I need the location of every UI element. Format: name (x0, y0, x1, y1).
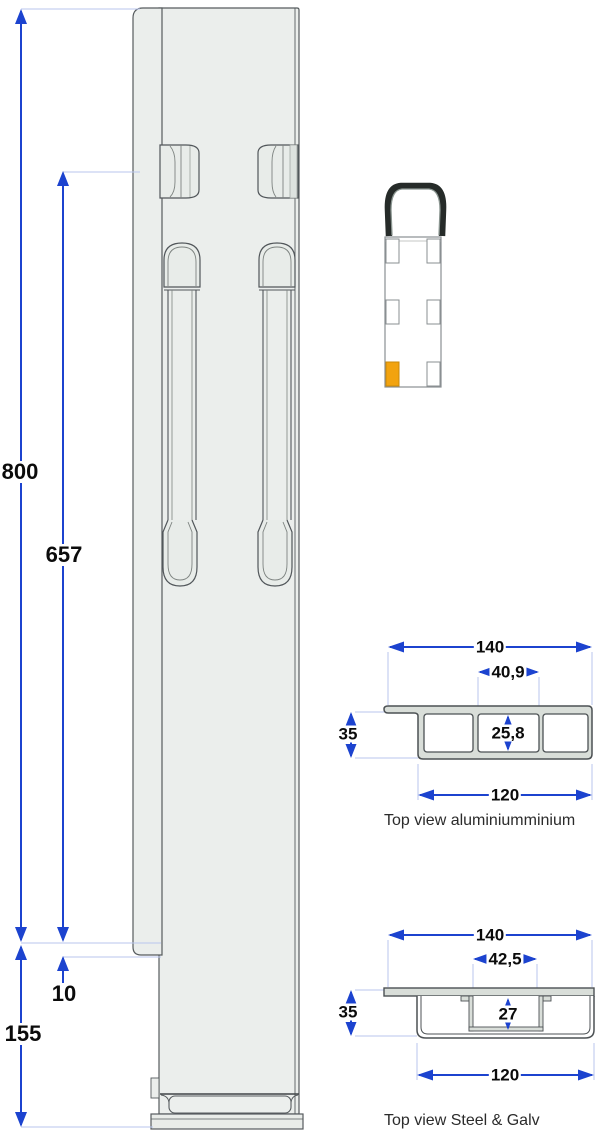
alu-dim-label-overall-width: 140 (475, 637, 505, 657)
steel-dim-label-body-width: 120 (490, 1065, 520, 1085)
headboard-frame-icon (388, 186, 443, 236)
steel-dim-label-pocket-depth: 27 (498, 1004, 518, 1024)
steel-section-caption: Top view Steel & Galv (384, 1112, 540, 1129)
post-front-view (133, 8, 303, 1129)
alu-dim-label-pocket-depth: 25,8 (491, 723, 525, 743)
dim-label-base-height: 155 (4, 1021, 42, 1046)
steel-section-view (346, 930, 595, 1081)
alu-dim-label-profile-depth: 35 (338, 724, 358, 744)
upper-pocket-right (258, 145, 298, 198)
dim-label-offset: 10 (51, 981, 77, 1006)
dim-label-inner-height: 657 (45, 542, 83, 567)
alu-dim-label-body-width: 120 (490, 785, 520, 805)
steel-dim-label-pocket-width: 42,5 (488, 949, 522, 969)
aluminium-section-view (346, 642, 593, 801)
steel-dim-label-profile-depth: 35 (338, 1002, 358, 1022)
steel-dim-label-overall-width: 140 (475, 925, 505, 945)
dim-label-overall-height: 800 (1, 459, 39, 484)
upper-pocket-left (160, 145, 199, 198)
alu-dim-label-pocket-width: 40,9 (491, 662, 525, 682)
truck-platform-top-view-icon (385, 186, 443, 387)
aluminium-section-caption: Top view aluminiumminium (384, 812, 576, 829)
post-position-marker (386, 362, 399, 386)
